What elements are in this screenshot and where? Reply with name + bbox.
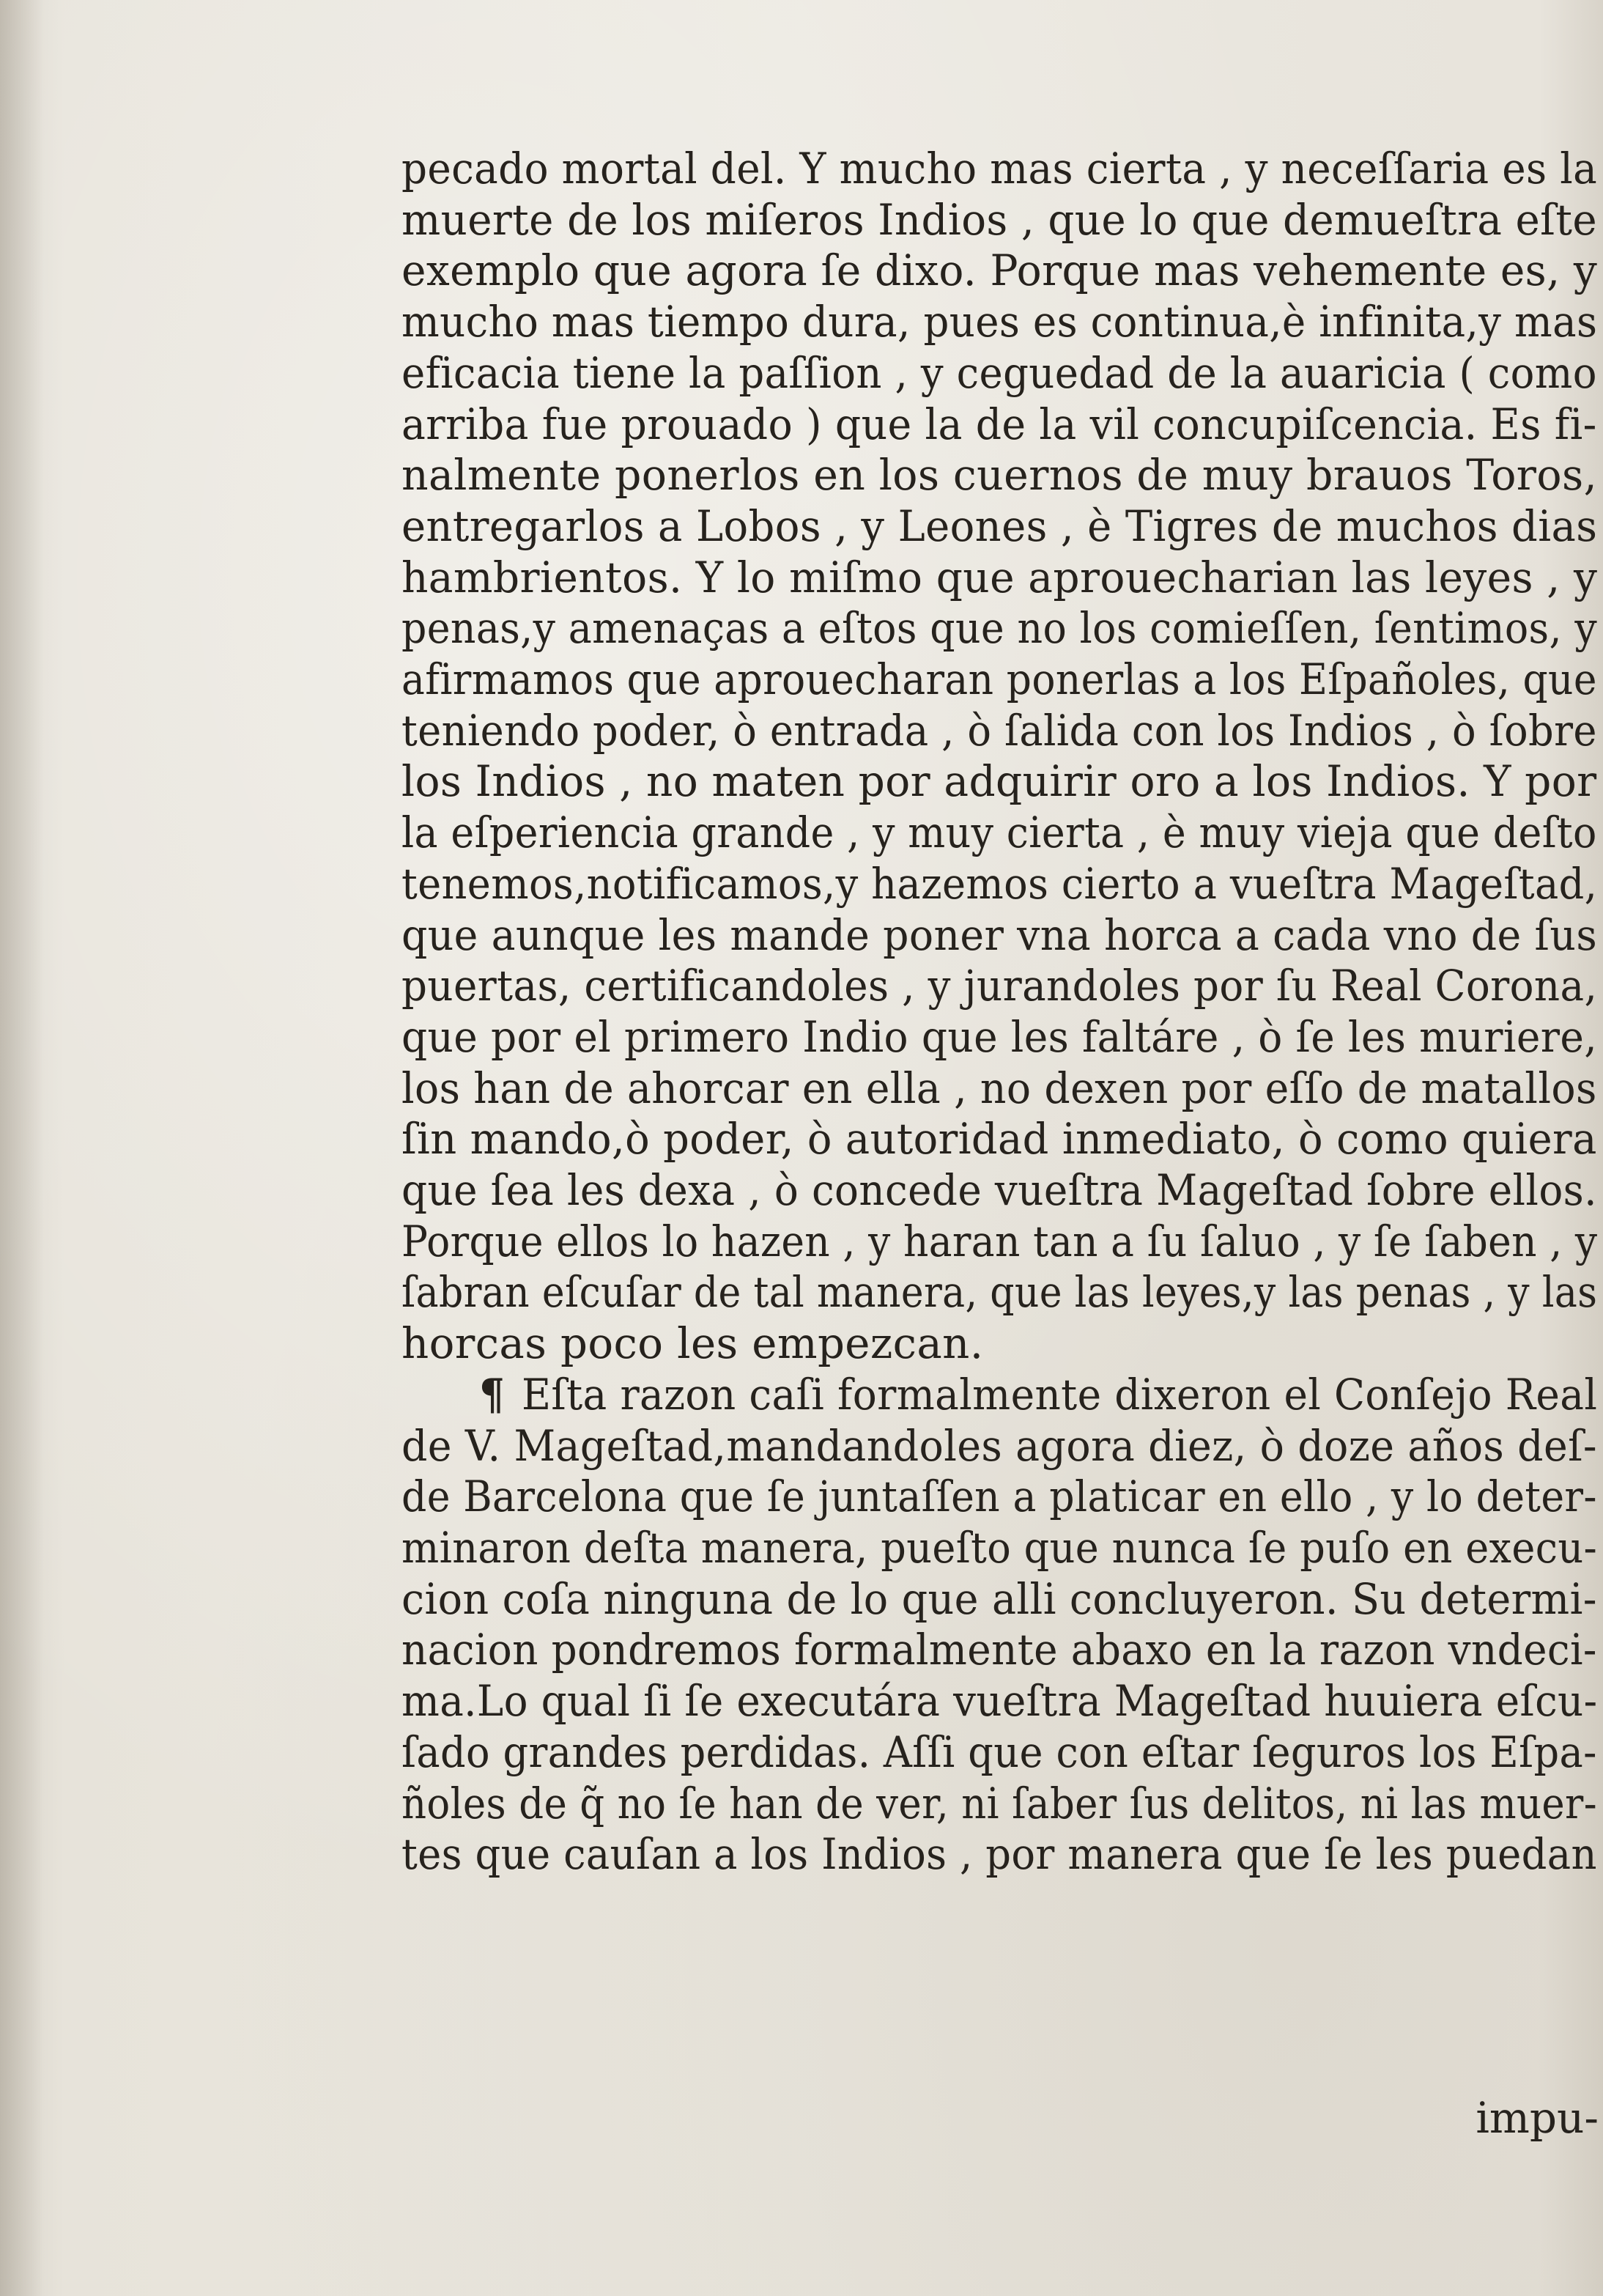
text-line: arriba fue prouado ) que la de la vil concupiſcencia. Es fi- (401, 399, 1597, 449)
text-line: de Barcelona que ſe juntaſſen a platicar en ello , y lo deter- (401, 1472, 1597, 1522)
text-line: tes que cauſan a los Indios , por manera que ſe les puedan (401, 1829, 1597, 1880)
text-line: ma.Lo qual ſi ſe executára vueſtra Mageſtad huuiera eſcu- (401, 1676, 1598, 1727)
text-line: penas,y amenaças a eſtos que no los comieſſen, ſentimos, y (401, 603, 1598, 654)
text-line: exemplo que agora ſe dixo. Porque mas vehemente es, y (401, 246, 1598, 296)
text-line: que por el primero Indio que les faltáre , ò ſe les muriere, (401, 1011, 1598, 1062)
text-line: hambrientos. Y lo miſmo que aprouecharian las leyes , y (401, 552, 1598, 602)
text-line: ſado grandes perdidas. Aſſi que con eſtar ſeguros los Eſpa- (401, 1727, 1597, 1777)
text-line: Porque ellos lo hazen , y haran tan a ſu ſaluo , y ſe ſaben , y (401, 1216, 1598, 1266)
text-line: entregarlos a Lobos , y Leones , è Tigres de muchos dias (401, 501, 1598, 551)
text-line: cion coſa ninguna de lo que alli concluyeron. Su determi- (401, 1573, 1597, 1624)
text-line: muerte de los miſeros Indios , que lo que demueſtra eſte (401, 194, 1597, 245)
text-line: de V. Mageſtad,mandandoles agora diez, ò doze años deſ- (401, 1420, 1598, 1471)
text-line: horcas poco les empezcan. (401, 1318, 984, 1369)
text-line: puertas, certificandoles , y jurandoles por ſu Real Corona, (401, 961, 1598, 1011)
body-text (401, 144, 1603, 1880)
paragraph-start-line (401, 1369, 1598, 1421)
page-gutter-shadow (0, 0, 44, 2296)
paragraph-first-text: Eſta razon caſi formalmente dixeron el Conſejo Real (521, 1369, 1598, 1420)
text-line: tenemos,notificamos,y hazemos cierto a vueſtra Mageſtad, (401, 858, 1598, 909)
text-line: que aunque les mande poner vna horca a cada vno de ſus (401, 909, 1598, 960)
text-line: mucho mas tiempo dura, pues es continua,è infinita,y mas (401, 297, 1598, 347)
catchword: impu- (1476, 2093, 1599, 2143)
text-line: pecado mortal del. Y mucho mas cierta , y neceſſaria es la (401, 144, 1598, 193)
text-line: nalmente ponerlos en los cuernos de muy brauos Toros, (401, 450, 1598, 501)
text-line: que ſea les dexa , ò concede vueſtra Mageſtad ſobre ellos. (401, 1165, 1597, 1216)
text-line: nacion pondremos formalmente abaxo en la razon vndeci- (401, 1625, 1597, 1675)
text-line: los han de ahorcar en ella , no dexen por eſſo de matallos (401, 1063, 1597, 1113)
text-line: afirmamos que aprouecharan ponerlas a los Eſpañoles, que (401, 654, 1597, 705)
text-line: la eſperiencia grande , y muy cierta , è muy vieja que deſto (401, 808, 1597, 858)
text-line: minaron deſta manera, pueſto que nunca ſe puſo en execu- (401, 1522, 1598, 1573)
pilcrow-mark: ¶ (478, 1369, 506, 1420)
text-line: eficacia tiene la paſſion , y ceguedad de la auaricia ( como (401, 347, 1597, 398)
text-line: ñoles de q̃ no ſe han de ver, ni ſaber ſus delitos, ni las muer- (401, 1778, 1597, 1828)
text-line: ſin mando,ò poder, ò autoridad inmediato, ò como quiera (401, 1114, 1597, 1164)
text-line: ſabran eſcuſar de tal manera, que las leyes,y las penas , y las (401, 1267, 1598, 1318)
text-line: los Indios , no maten por adquirir oro a los Indios. Y por (401, 756, 1597, 807)
text-line: teniendo poder, ò entrada , ò ſalida con los Indios , ò ſobre (401, 705, 1597, 756)
